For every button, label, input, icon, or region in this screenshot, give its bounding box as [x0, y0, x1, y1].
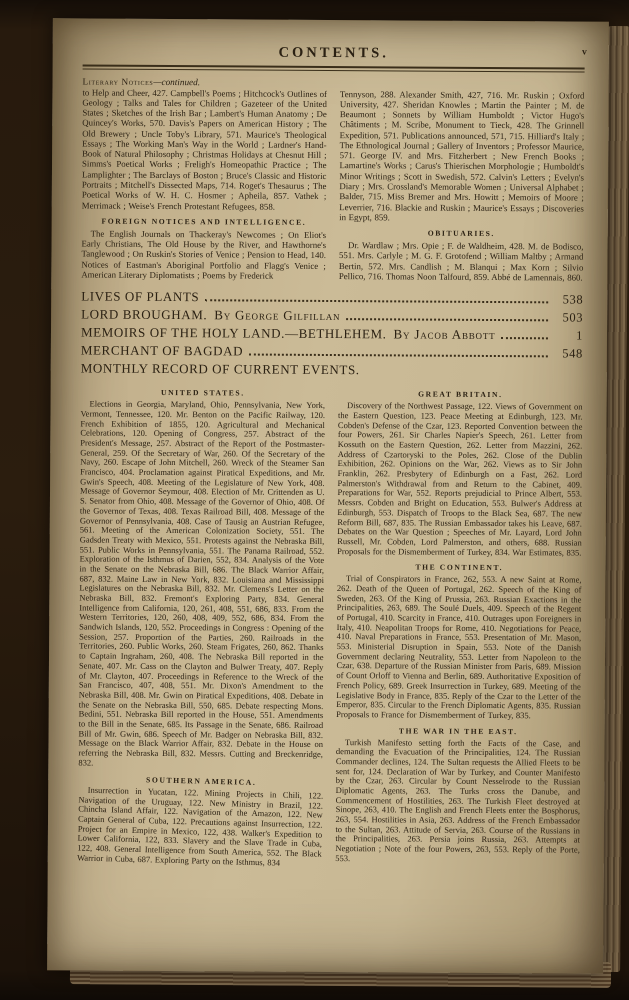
toc-entry-page-number: 548 — [562, 346, 583, 361]
literary-left-column — [81, 87, 327, 281]
southern-america-header: SOUTHERN AMERICA. — [145, 775, 257, 788]
page-title: CONTENTS. — [278, 44, 389, 62]
toc-entry-title: MERCHANT OF BAGDAD — [80, 342, 244, 359]
the-continent-header: THE CONTINENT. — [415, 562, 504, 573]
dot-leader — [205, 300, 548, 304]
table-of-contents — [81, 289, 584, 380]
monthly-record-right-column — [335, 383, 582, 866]
toc-entry-monthly-record — [81, 361, 583, 380]
war-in-the-east-paragraph: Turkish Manifesto setting forth the Facts of the Case, and demanding the Evacuation of the Principalities, 124. The Russian Commander declines, 124. The Sultan requests the Allied Fleets to be sent for, 124. Declaration of War by Turkey, and Counter Manifesto by the Czar, 263. Circular by Count Nesselrode to the Russian Diplomatic Agents, 263. The Turks cross the Danube, and Commencement of Hostilities, 263. The Turkish Fleet destroyed at Sinope, 263, 410. The English and French Fleets enter the Bosphorus, 263, 554. Hostilities in Asia, 263. Address of the French Embassador to the Sultan, 263. Attitude of Servia, 263. Course of the Russians in the Principalities, 263. Persia joins Russia, 263. Attempts at Negotiation ; Note of the four Powers, 263, 553. Reply of the Porte, 553. — [335, 736, 581, 863]
page-header — [83, 42, 585, 63]
war-in-the-east-header: THE WAR IN THE EAST. — [398, 726, 518, 736]
obituaries-paragraph: Dr. Wardlaw ; Mrs. Opie ; F. de Waldheim, 428. M. de Bodisco, 551. Mrs. Carlyle ; M. G. F. Grotofend ; William Maltby ; Armand Bertin, 572. Mrs. Candlish ; M. Blanqui ; Max Korn ; Silvio Pellico, 716. Thomas Noon Talfourd, 859. Abbé de Lamennais, 860. — [338, 240, 584, 283]
dot-leader — [346, 318, 548, 321]
toc-entry-page-number: 1 — [576, 328, 584, 343]
literary-left-paragraph: to Help and Cheer, 427. Campbell's Poems ; Hitchcock's Outlines of Geology ; Talks and Tales for Children ; Gazeteer of the United States ; Sketches of the Irish Bar ; Lambert's Human Anatomy ; De Quincey's Works, 570. Davis's Papers on American History ; The Old Brewery ; Uncle Toby's Library, 571. Maurice's Theological Essays ; The Working Man's Way in the World ; Lardner's Hand-Book of Natural Philosophy ; Christmas Holidays at Chesnut Hill ; Simms's Poetical Works ; Freligh's Homeopathic Practice ; The Lamplighter ; The Barclays of Boston ; Bruce's Classic and Historic Portraits ; Mitchell's Dissected Maps, 714. Roget's Thesaurus ; The Poetical Works of W. H. C. Hosmer ; Apheila, 857. Vathek ; Merrimack ; Weise's French Protestant Refugees, 858. — [81, 86, 327, 212]
monthly-record-left-column — [76, 382, 326, 868]
toc-entry-lives-of-plants — [81, 289, 583, 308]
foreign-notices-header: FOREIGN NOTICES AND INTELLIGENCE. — [101, 216, 307, 227]
literary-notices-label-main: Literary Notices — [82, 75, 154, 87]
toc-entry-merchant-of-bagdad — [81, 343, 583, 362]
obituaries-header: OBITUARIES. — [427, 228, 495, 239]
literary-right-paragraph: Tennyson, 288. Alexander Smith, 427, 716. Mr. Ruskin ; Oxford University, 427. Sheridan Knowles ; Martin the Painter ; M. de Beaumont ; Sonnets by William Humboldt ; Victor Hugo's Châtiments ; M. Scribe, Monument to Tieck, 428. The Grinnell Expedition, 571. Publications announced, 571, 715. Hilliard's Italy ; The Ethnological Journal ; Gallery of Inventors ; Professor Maurice, 571. George IV. and Mrs. Fitzherbert ; New French Books ; Lamartine's Works ; Carus's Thierischen Morphologie ; Humboldt's Minor Writings ; Scott in Swedish, 572. Calvin's Letters ; Evelyn's Diary ; Mrs. Crossland's Memorable Women ; Universal Alphabet ; Balder, 715. Miss Bremer and Mrs. Howitt ; Memoirs of Moore ; Leverrier, 716. Blackie and Ruskin ; Maurice's Essays ; Discoveries in Egypt, 859. — [339, 88, 585, 223]
toc-entry-title: LIVES OF PLANTS — [81, 288, 200, 305]
southern-america-section — [77, 774, 324, 870]
book-page — [47, 18, 609, 973]
toc-entry-page-number: 538 — [562, 292, 584, 307]
literary-notices-columns — [81, 87, 584, 283]
toc-entry-title: MONTHLY RECORD OF CURRENT EVENTS. — [80, 360, 360, 378]
toc-entry-lord-brougham — [81, 307, 583, 326]
toc-entry-page-number: 503 — [562, 310, 584, 325]
toc-entry-title: MEMOIRS OF THE HOLY LAND.—BETHLEHEM. — [80, 324, 387, 342]
foreign-notices-paragraph: The English Journals on Thackeray's Newcomes ; On Eliot's Early Christians, The Old House by the River, and Hawthorne's Tanglewood ; On Ruskin's Stories of Venice ; Pension to Head, 140. Notices of Eastman's Aboriginal Portfolio and Flagg's Venice ; American Literary Diplomatists ; Poems by Frederick — [81, 228, 327, 281]
great-britain-paragraph: Discovery of the Northwest Passage, 122. Views of Government on the Eastern Question, 123. Peace Meeting at Edinburgh, 123. Mr. Cobden's Defense of the Czar, 123. Reported Convention between the four Powers, 261. Sir Charles Napier's Speech, 261. Letter from Kossuth on the Eastern Question, 262. Letter from Mazzini, 262. Address of Czartoryski to the Poles, 262. Close of the Dublin Exhibition, 262. Opinions on the War, 262. Views as to Sir John Franklin, 262. Presbytery of Edinburgh on a Fast, 262. Lord Palmerston's Withdrawal from and Return to the Cabinet, 409. Preparations for War, 552. Reports prejudicial to Prince Albert, 553. Messrs. Cobden and Bright on Education, 553. Bulwer's Address at Edinburgh, 553. Dispatch of Troops to the Black Sea, 687. The new Reform Bill, 687, 835. The Russian Embassador takes his Leave, 687. Debates on the War Question ; Speeches of Mr. Layard, Lord John Russell, Mr. Cobden, Lord Palmerston, and others, 688. Russian Proposals for the Dismemberment of Turkey, 834. War Estimates, 835. — [337, 400, 583, 558]
great-britain-header: GREAT BRITAIN. — [418, 389, 503, 400]
dot-leader — [501, 337, 548, 339]
united-states-header: UNITED STATES. — [160, 388, 245, 398]
toc-entry-title: LORD BROUGHAM. — [81, 306, 208, 323]
toc-entry-byline: By Jacob Abbott — [393, 326, 496, 343]
literary-right-column — [339, 89, 585, 283]
dot-leader — [249, 354, 548, 358]
southern-america-paragraph: Insurrection in Yucatan, 122. Mining Projects in Chili, 122. Navigation of the Uruguay, 122. New Ministry in Brazil, 122. Chincha Island Affair, 122. Navigation of the Amazon, 122. New Captain General of Cuba, 122. Precautions against Insurrection, 122. Project for an Empire in Mexico, 122, 438. Walker's Expedition to Lower California, 122, 833. Slavery and the Slave Trade in Cuba, 122, 408. General Intelligence from South America, 552. The Black Warrior in Cuba, 687. Exploring Party on the Isthmus, 834 — [76, 785, 324, 868]
monthly-record-columns — [78, 382, 583, 867]
page-folio: v — [581, 47, 587, 58]
united-states-paragraph: Elections in Georgia, Maryland, Ohio, Pennsylvania, New York, Vermont, Tennessee, 120. Mr. Benton on the Pacific Railway, 120. French Exhibition of 1855, 120. Agricultural and Mechanical Celebrations, 120. Opening of Congress, 257. Abstract of the President's Message, 257. Abstract of the Report of the Postmaster-General, 259. Of the Secretary of War, 260. Of the Secretary of the Navy, 260. Escape of John Mitchell, 260. Wreck of the Steamer San Francisco, 404. Proclamation against Piratical Expeditions, and Mr. Gwin's Speech, 408. Meeting of the Legislature of New York, 408. Message of Governor Seymour, 408. Election of Mr. Crittenden as U. S. Senator from Ohio, 408. Message of the Governor of Ohio, 408. Of the Governor of Texas, 408. Texas Railroad Bill, 408. Message of the Governor of Pennsylvania, 408. Case of Tausig an Austrian Refugee, 561. Meeting of the American Colonization Society, 551. The Gadsden Treaty with Mexico, 551. Protests against the Nebraska Bill, 551. Public Works in Pennsylvania, 551. The Panama Railroad, 552. Exploration of the Isthmus of Darien, 552, 834. Analysis of the Vote in the Senate on the Nebraska Bill, 686. The Black Warrior Affair, 687, 832. Maine Law in New York, 832. Louisiana and Mississippi Legislatures on the Nebraska Bill, 832. Mr. Clemens's Letter on the Nebraska Bill, 832. Fremont's Exploring Party, 834. General Intelligence from California, 120, 261, 408, 551, 686, 833. From the Western Territories, 120, 260, 408, 409, 552, 686, 834. From the Sandwich Islands, 120, 552. Proceedings in Congress : Opening of the Session, 257. Proportion of the Parties, 260. Railroads in the Territories, 260. Public Works, 260. Steam Frigates, 260, 862. Thanks to Captain Ingraham, 260, 408. The Nebraska Bill reported in the Senate, 407. Mr. Cass on the Clayton and Bulwer Treaty, 407. Reply of Mr. Clayton, 407. Proceedings in Reference to the Wreck of the San Francisco, 407, 408, 551. Mr. Dixon's Amendment to the Nebraska Bill, 408. Mr. Gwin on Piratical Expeditions, 408. Debate in the Senate on the Nebraska Bill, 550, 685. Debate respecting Mons. Bedini, 551. Nebraska Bill reported in the House, 551. Amendments to the Bill in the Senate, 685. Its Passage in the Senate, 686. Railroad Bill of Mr. Gwin, 686. Speech of Mr. Badger on Nebraska Bill, 832. Message on the Black Warrior Affair, 832. Debate in the House on referring the Nebraska Bill, 832. Messrs. Cutting and Breckenridge, 832. — [78, 398, 326, 768]
toc-entry-memoirs-holy-land — [81, 325, 583, 344]
the-continent-paragraph: Trial of Conspirators in France, 262, 553. A new Saint at Rome, 262. Death of the Queen of Portugal, 262. Speech of the King of Sweden, 263. Of the King of Prussia, 263. Russian Exactions in the Principalities, 263, 689. The Soulé Duels, 409. Speech of the Regent of Portugal, 410. Scarcity in France, 410. Outrages upon Foreigners in Italy, 410. Neapolitan Troops for Rome, 410. Negotiations for Peace, 410. Naval Preparations in France, 553. Presentation of Mr. Mason, 553. Ministerial Disruption in Spain, 553. Note of the Danish Government declaring Neutrality, 553. Letter from Napoleon to the Czar, 638. Departure of the Russian Minister from Paris, 689. Mission of Count Orloff to Vienna and Berlin, 689. Authoritative Exposition of French Policy, 689. Greek Insurrection in Turkey, 689. Meeting of the Legislative Body in France, 835. Reply of the Czar to the Letter of the Emperor, 835. Circular to the French Diplomatic Agents, 835. Russian Proposals to France for Dismemberment of Turkey, 835. — [336, 573, 582, 721]
toc-entry-byline: By George Gilfillan — [214, 307, 341, 324]
literary-notices-label-suffix: —continued. — [153, 76, 201, 87]
